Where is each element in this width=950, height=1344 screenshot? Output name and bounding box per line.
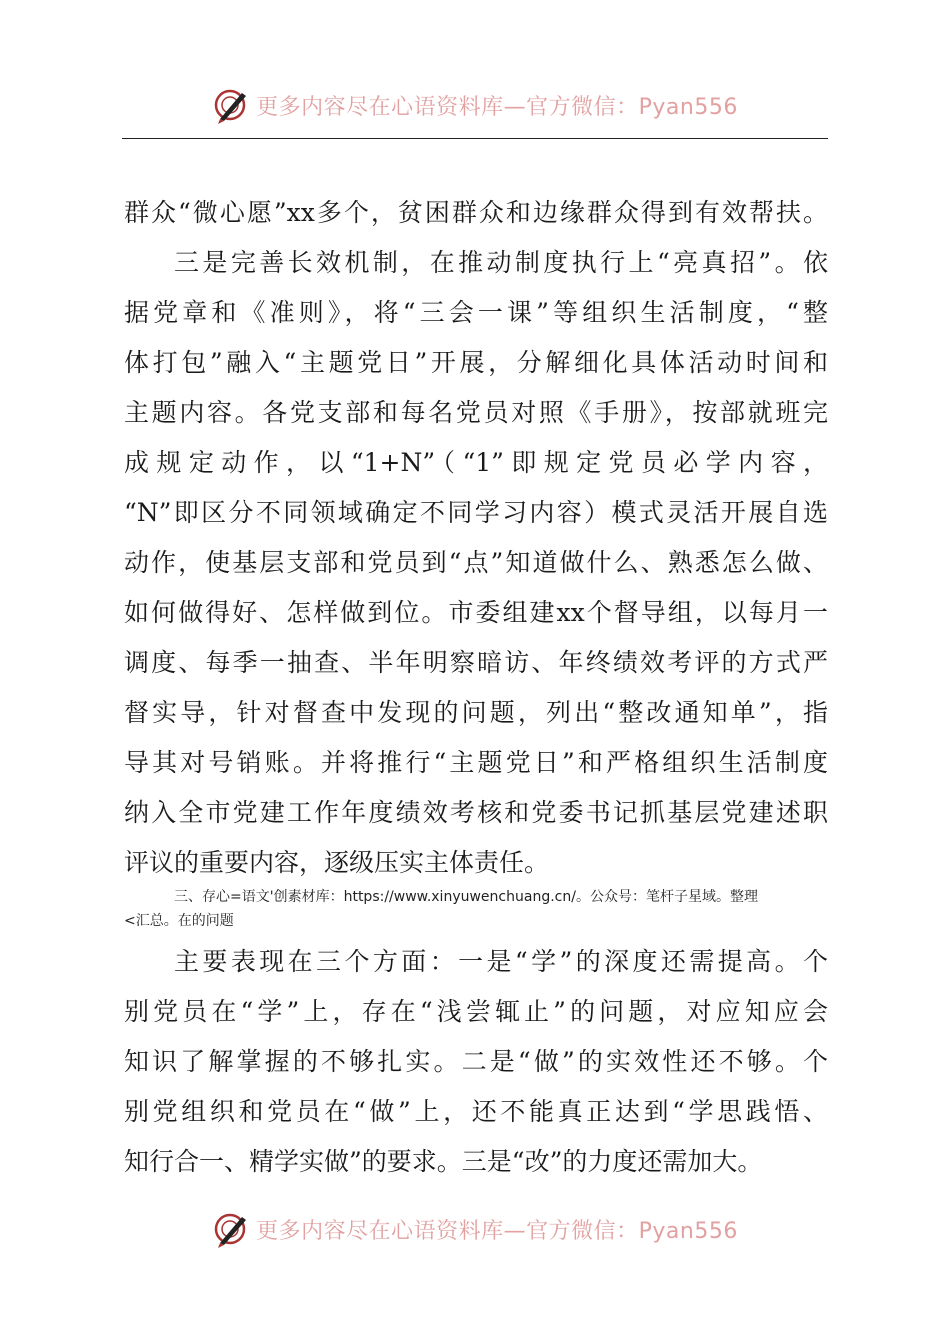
paragraph-line: 评议的重要内容，逐级压实主体责任。: [124, 848, 550, 877]
header-banner-text: 更多内容尽在心语资料库—官方微信：Pyan556: [256, 94, 738, 120]
paragraph-line: 如何做得好、怎样做到位。市委组建xx个督导组，以每月一: [124, 598, 828, 627]
paragraph-line: 三是完善长效机制，在推动制度执行上“亮真招”。依: [174, 248, 828, 277]
paragraph-line: 督实导，针对督查中发现的问题，列出“整改通知单”，指: [124, 698, 828, 727]
header-divider: [122, 138, 828, 139]
paragraph-line: 知识了解掌握的不够扎实。二是“做”的实效性还不够。个: [124, 1047, 828, 1076]
paragraph-line: 调度、每季一抽查、半年明察暗访、年终绩效考评的方式严: [124, 648, 828, 677]
paragraph-line: 动作，使基层支部和党员到“点”知道做什么、熟悉怎么做、: [124, 548, 828, 577]
section-heading-line-1: 三、存心=语文'创素材库：https://www.xinyuwenchuang.cn/。公众号：笔杆子星域。整理: [174, 889, 758, 905]
paragraph-line: 别党组织和党员在“做”上，还不能真正达到“学思践悟、: [124, 1097, 828, 1126]
paragraph-line: 体打包”融入“主题党日”开展，分解细化具体活动时间和: [124, 348, 828, 377]
pen-logo-icon: [212, 1209, 252, 1249]
pen-logo-icon: [212, 85, 252, 125]
paragraph-line: 纳入全市党建工作年度绩效考核和党委书记抓基层党建述职: [124, 798, 828, 827]
footer-banner: [0, 1206, 950, 1252]
paragraph-line: 据党章和《准则》，将“三会一课”等组织生活制度，“整: [124, 298, 828, 327]
paragraph-line: 别党员在“学”上，存在“浅尝辄止”的问题，对应知应会: [124, 997, 828, 1026]
paragraph-line: 成规定动作，以“1+N”（“1”即规定党员必学内容，: [124, 448, 828, 477]
paragraph-line: 群众“微心愿”xx多个，贫困群众和边缘群众得到有效帮扶。: [124, 198, 828, 227]
paragraph-line: 主题内容。各党支部和每名党员对照《手册》，按部就班完: [124, 398, 828, 427]
section-heading-line-2: <汇总。在的问题: [124, 913, 234, 929]
footer-banner-text: 更多内容尽在心语资料库—官方微信：Pyan556: [256, 1218, 738, 1244]
paragraph-line: 知行合一、精学实做”的要求。三是“改”的力度还需加大。: [124, 1147, 763, 1176]
paragraph-line: 导其对号销账。并将推行“主题党日”和严格组织生活制度: [124, 748, 828, 777]
header-banner: [0, 82, 950, 128]
paragraph-line: 主要表现在三个方面：一是“学”的深度还需提高。个: [174, 947, 828, 976]
paragraph-line: “N”即区分不同领域确定不同学习内容）模式灵活开展自选: [124, 498, 828, 527]
